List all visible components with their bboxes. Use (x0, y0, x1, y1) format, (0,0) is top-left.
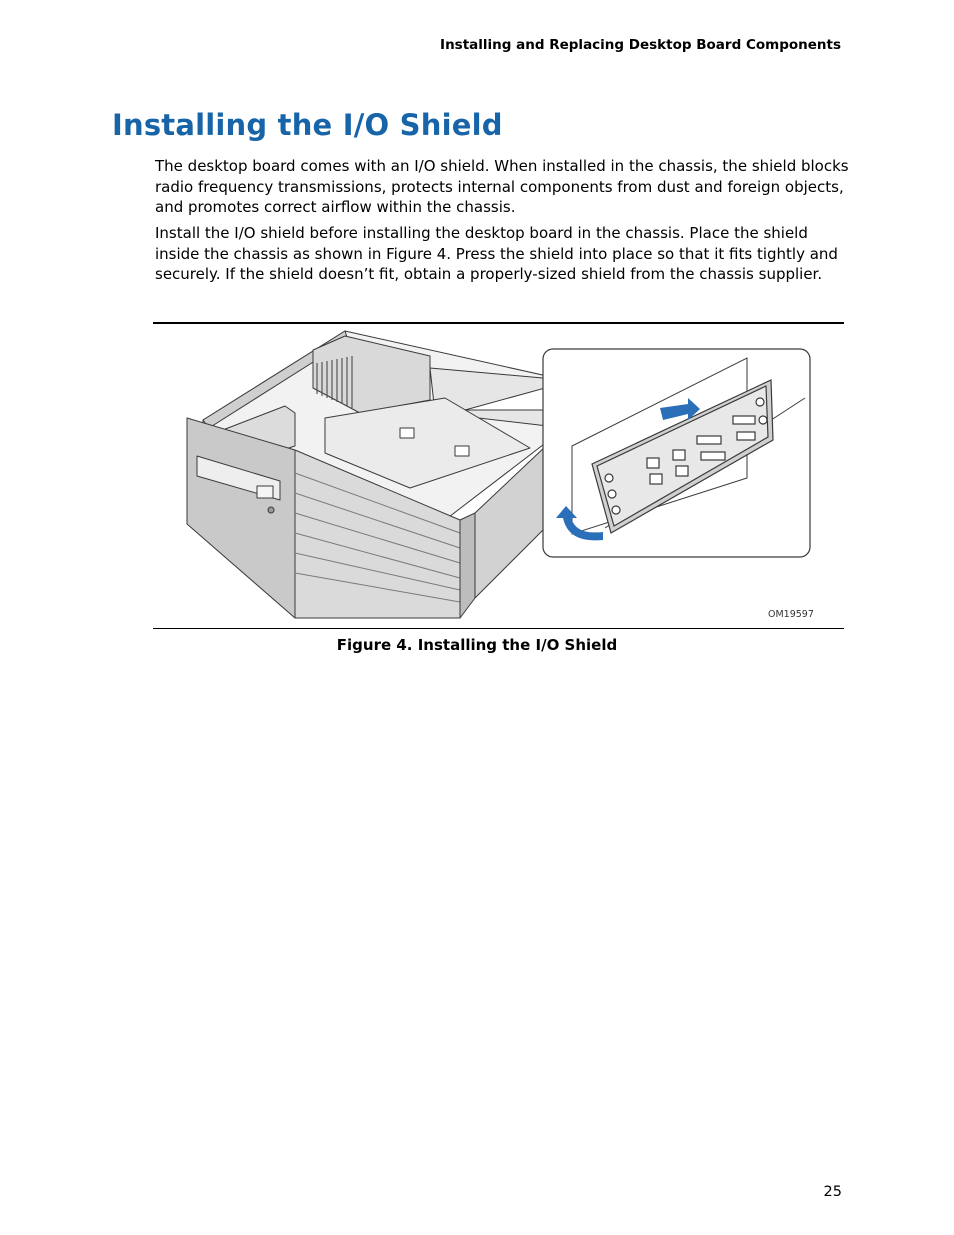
intro-paragraph: The desktop board comes with an I/O shield. When installed in the chassis, the shield blocks radio frequency transmissions, protects internal components from dust and foreign objects, and promotes correct airflow within the chassis. (155, 157, 849, 216)
figure-top-rule (153, 322, 844, 324)
chassis-illustration (187, 331, 565, 618)
section-title: Installing the I/O Shield (112, 108, 503, 142)
figure-caption: Figure 4. Installing the I/O Shield (336, 636, 618, 654)
figure-id-label: OM19597 (768, 609, 814, 620)
page-number: 25 (823, 1184, 842, 1200)
figure-bottom-rule (153, 628, 844, 629)
figure-illustration (185, 328, 813, 624)
instruction-paragraph: Install the I/O shield before installing the desktop board in the chassis. Place the shield inside the chassis as shown in Figure 4. Press the shield into place so that it fits tightly and securely. If the shield doesn’t fit, obtain a properly-sized shield from the chassis supplier. (155, 224, 838, 283)
running-header: Installing and Replacing Desktop Board Components (440, 37, 841, 53)
